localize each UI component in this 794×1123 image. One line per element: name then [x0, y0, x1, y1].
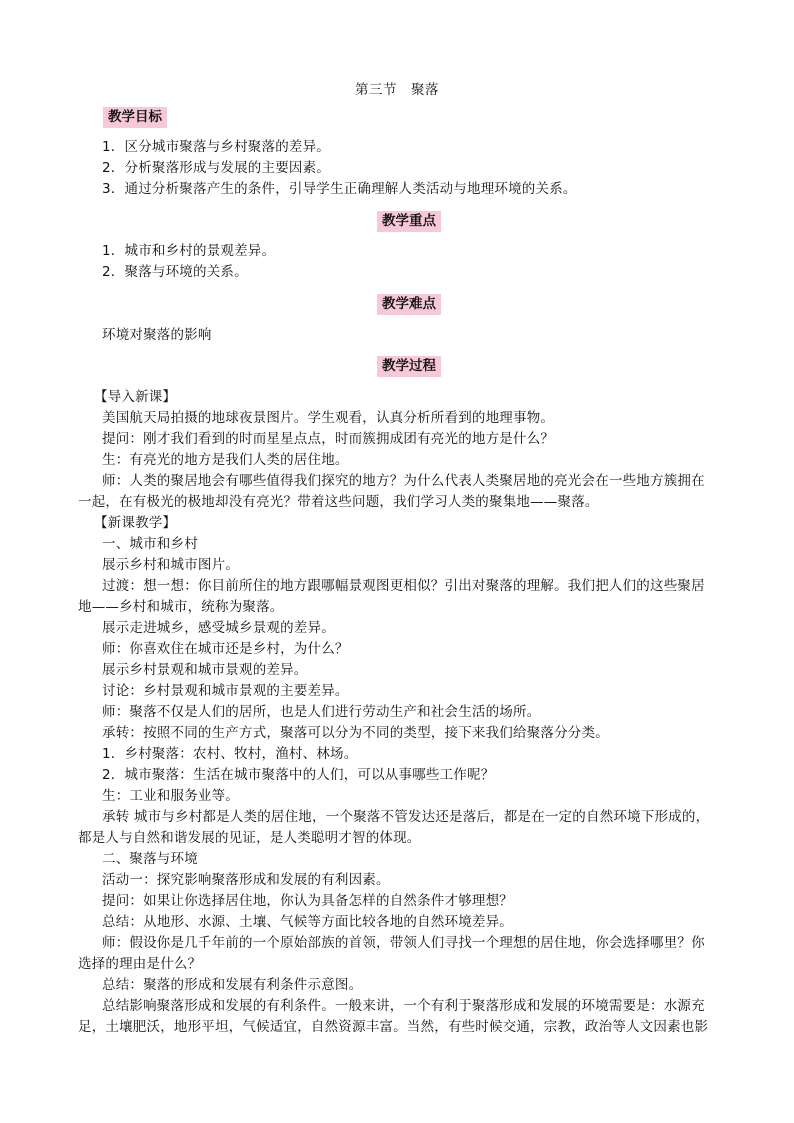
- goal-item-3: 3．通过分析聚落产生的条件，引导学生正确理解人类活动与地理环境的关系。: [102, 181, 577, 197]
- process-line: 师：人类的聚居地会有哪些值得我们探究的地方？为什么代表人类聚居地的亮光会在一些地方簇拥在: [102, 473, 705, 489]
- process-subheading-new-lesson: 【新课教学】: [94, 515, 177, 531]
- process-line: 足，土壤肥沃，地形平坦，气候适宜，自然资源丰富。当然，有些时候交通，宗教，政治等人文因素也影: [78, 1019, 709, 1035]
- process-line: 总结影响聚落形成和发展的有利条件。一般来讲，一个有利于聚落形成和发展的环境需要是：水源充: [102, 998, 705, 1014]
- process-line: 地——乡村和城市，统称为聚落。: [78, 599, 284, 615]
- process-line: 生：有亮光的地方是我们人类的居住地。: [102, 452, 349, 468]
- goal-item-1: 1．区分城市聚落与乡村聚落的差异。: [102, 139, 330, 155]
- process-line: 师：你喜欢住在城市还是乡村，为什么？: [102, 641, 349, 657]
- process-line: 活动一：探究影响聚落形成和发展的有利因素。: [102, 872, 390, 888]
- process-line: 承转：按照不同的生产方式，聚落可以分为不同的类型，接下来我们给聚落分分类。: [102, 725, 609, 741]
- process-line: 承转 城市与乡村都是人类的居住地，一个聚落不管发达还是落后，都是在一定的自然环境下形成的，: [102, 809, 710, 825]
- process-line: 师：聚落不仅是人们的居所，也是人们进行劳动生产和社会生活的场所。: [102, 704, 541, 720]
- section-heading-process: 教学过程: [377, 356, 441, 377]
- process-line: 总结：聚落的形成和发展有利条件示意图。: [102, 977, 363, 993]
- process-line: 2．城市聚落：生活在城市聚落中的人们，可以从事哪些工作呢？: [102, 767, 495, 783]
- section-heading-difficulties: 教学难点: [377, 294, 441, 315]
- process-line: 讨论：乡村景观和城市景观的主要差异。: [102, 683, 349, 699]
- process-line: 生：工业和服务业等。: [102, 788, 239, 804]
- section-heading-goals: 教学目标: [103, 107, 167, 128]
- key-point-item-1: 1．城市和乡村的景观差异。: [102, 243, 276, 259]
- process-line: 展示走进城乡，感受城乡景观的差异。: [102, 620, 335, 636]
- process-line: 总结：从地形、水源、土壤、气候等方面比较各地的自然环境差异。: [102, 914, 513, 930]
- process-line: 选择的理由是什么？: [78, 956, 202, 972]
- goal-item-2: 2．分析聚落形成与发展的主要因素。: [102, 160, 330, 176]
- key-point-item-2: 2．聚落与环境的关系。: [102, 264, 248, 280]
- process-line: 展示乡村和城市图片。: [102, 557, 239, 573]
- process-line: 提问：如果让你选择居住地，你认为具备怎样的自然条件才够理想？: [102, 893, 513, 909]
- process-line: 1．乡村聚落：农村、牧村，渔村、林场。: [102, 746, 358, 762]
- page-title: 第三节 聚落: [355, 82, 439, 98]
- process-line: 展示乡村景观和城市景观的差异。: [102, 662, 308, 678]
- process-subsection-city-village: 一、城市和乡村: [102, 536, 198, 552]
- process-line: 提问：刚才我们看到的时而星星点点，时而簇拥成团有亮光的地方是什么？: [102, 431, 555, 447]
- process-line: 一起，在有极光的极地却没有亮光？带着这些问题，我们学习人类的聚集地——聚落。: [78, 494, 599, 510]
- difficulty-item-1: 环境对聚落的影响: [102, 327, 212, 343]
- process-line: 美国航天局拍摄的地球夜景图片。学生观看，认真分析所看到的地理事物。: [102, 410, 555, 426]
- process-subheading-intro: 【导入新课】: [94, 389, 177, 405]
- process-subsection-settlement-environment: 二、聚落与环境: [102, 851, 198, 867]
- process-line: 过渡：想一想：你目前所住的地方跟哪幅景观图更相似？引出对聚落的理解。我们把人们的这些聚居: [102, 578, 705, 594]
- section-heading-key-points: 教学重点: [377, 211, 441, 232]
- process-line: 都是人与自然和谐发展的见证，是人类聪明才智的体现。: [78, 830, 421, 846]
- process-line: 师：假设你是几千年前的一个原始部族的首领，带领人们寻找一个理想的居住地，你会选择哪里？你: [102, 935, 705, 951]
